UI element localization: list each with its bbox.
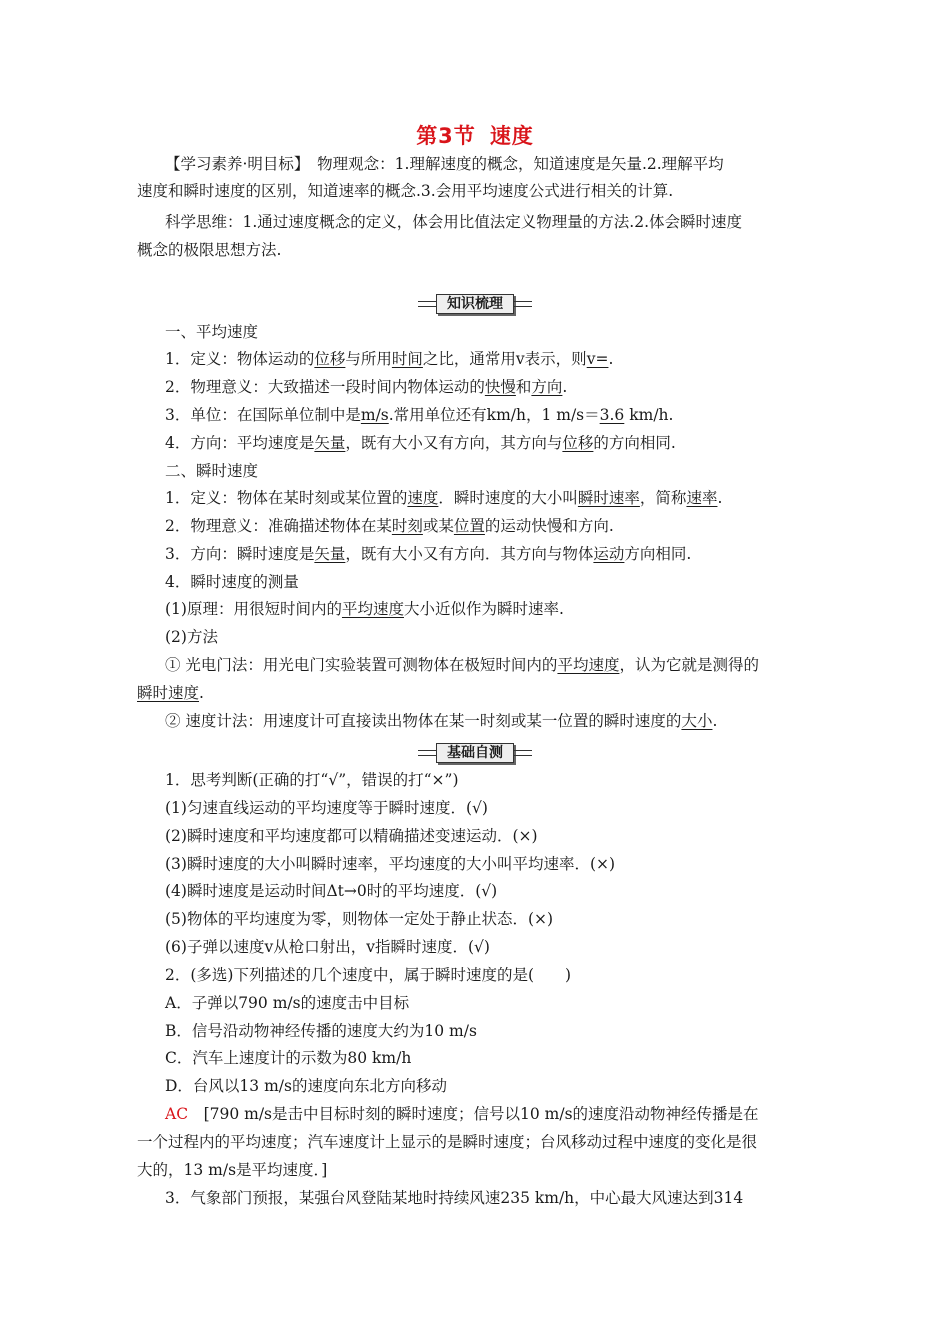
q2-option: A．子弹以790 m/s的速度击中目标 <box>165 994 410 1012</box>
section-header-label: 基础自测 <box>436 743 514 763</box>
q1-stem: 1．思考判断(正确的打“√”，错误的打“×”) <box>165 771 459 789</box>
s2-line-1: 1．定义：物体在某时刻或某位置的速度．瞬时速度的大小叫瞬时速率，简称速率. <box>165 489 723 507</box>
objectives-line-2: 速度和瞬时速度的区别，知道速率的概念.3.会用平均速度公式进行相关的计算. <box>137 182 674 200</box>
title-topic: 速度 <box>489 124 534 148</box>
s2-line-8: 瞬时速度. <box>137 684 204 702</box>
section-header-selftest <box>0 741 950 763</box>
q2-explanation-line-3: 大的，13 m/s是平均速度．] <box>137 1161 328 1179</box>
s1-line-3: 3．单位：在国际单位制中是m/s.常用单位还有km/h，1 m/s＝3.6 km/h. <box>165 406 674 424</box>
q1-item: (5)物体的平均速度为零，则物体一定处于静止状态．(×) <box>165 910 554 928</box>
q2-explanation-line-2: 一个过程内的平均速度；汽车速度计上显示的是瞬时速度；台风移动过程中速度的变化是很 <box>137 1133 758 1151</box>
q1-item: (2)瞬时速度和平均速度都可以精确描述变速运动．(×) <box>165 827 538 845</box>
q1-item: (1)匀速直线运动的平均速度等于瞬时速度．(√) <box>165 799 488 817</box>
section-header-label: 知识梳理 <box>436 294 514 314</box>
q1-item: (3)瞬时速度的大小叫瞬时速率，平均速度的大小叫平均速率．(×) <box>165 855 616 873</box>
s2-line-7: ① 光电门法：用光电门实验装置可测物体在极短时间内的平均速度，认为它就是测得的 <box>165 656 759 674</box>
objectives-line-3: 科学思维：1.通过速度概念的定义，体会用比值法定义物理量的方法.2.体会瞬时速度 <box>165 213 743 231</box>
q2-option: D．台风以13 m/s的速度向东北方向移动 <box>165 1077 447 1095</box>
s2-line-5: (1)原理：用很短时间内的平均速度大小近似作为瞬时速率. <box>165 600 564 618</box>
s1-line-4: 4．方向：平均速度是矢量，既有大小又有方向，其方向与位移的方向相同. <box>165 434 676 452</box>
title-section-number: 第3节 <box>416 124 476 148</box>
q2-answer: AC <box>165 1105 189 1123</box>
q1-item: (4)瞬时速度是运动时间Δt→0时的平均速度．(√) <box>165 882 498 900</box>
header-left-rule <box>418 750 436 756</box>
q2-option: C．汽车上速度计的示数为80 km/h <box>165 1049 412 1067</box>
s2-line-3: 3．方向：瞬时速度是矢量，既有大小又有方向．其方向与物体运动方向相同. <box>165 545 692 563</box>
s2-line-4: 4．瞬时速度的测量 <box>165 573 299 591</box>
objectives-line-1: 【学习素养·明目标】 物理观念：1.理解速度的概念，知道速度是矢量.2.理解平均 <box>165 155 724 173</box>
s2-heading: 二、瞬时速度 <box>165 462 259 480</box>
s1-line-1: 1．定义：物体运动的位移与所用时间之比，通常用v表示，则v=. <box>165 350 614 368</box>
s2-line-2: 2．物理意义：准确描述物体在某时刻或某位置的运动快慢和方向. <box>165 517 614 535</box>
objectives-line-4: 概念的极限思想方法. <box>137 241 282 259</box>
s2-line-6: (2)方法 <box>165 628 218 646</box>
q1-item: (6)子弹以速度v从枪口射出，v指瞬时速度．(√) <box>165 938 490 956</box>
header-right-rule <box>514 301 532 307</box>
s2-line-9: ② 速度计法：用速度计可直接读出物体在某一时刻或某一位置的瞬时速度的大小. <box>165 712 718 730</box>
section-header-knowledge <box>0 292 950 314</box>
s1-line-2: 2．物理意义：大致描述一段时间内物体运动的快慢和方向. <box>165 378 568 396</box>
q2-explanation-line-1: AC [790 m/s是击中目标时刻的瞬时速度；信号以10 m/s的速度沿动物神经传播是在 <box>165 1105 759 1123</box>
q2-option: B．信号沿动物神经传播的速度大约为10 m/s <box>165 1022 477 1040</box>
header-right-rule <box>514 750 532 756</box>
s1-heading: 一、平均速度 <box>165 323 259 341</box>
page-title <box>0 120 950 150</box>
q2-stem: 2．(多选)下列描述的几个速度中，属于瞬时速度的是( ) <box>165 966 572 984</box>
q3-stem: 3．气象部门预报，某强台风登陆某地时持续风速235 km/h，中心最大风速达到314 <box>165 1189 744 1207</box>
header-left-rule <box>418 301 436 307</box>
